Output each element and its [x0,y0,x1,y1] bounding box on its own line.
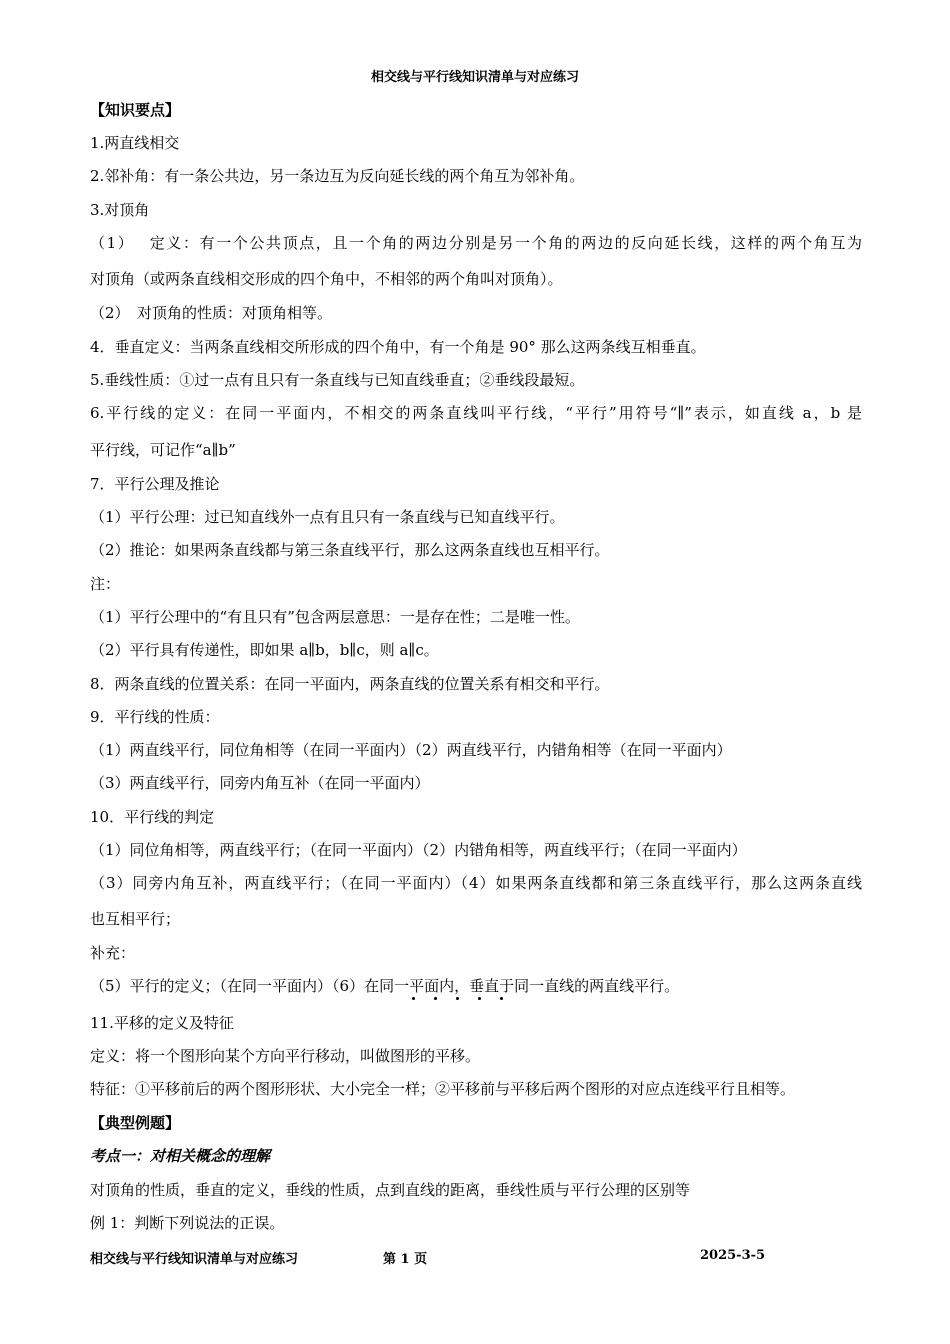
text-line: 8．两条直线的位置关系：在同一平面内，两条直线的位置关系有相交和平行。 [90,675,610,693]
text-line: 定义：将一个图形向某个方向平行移动，叫做图形的平移。 [90,1047,481,1065]
text-line: 3.对顶角 [90,201,150,219]
text-line: 11.平移的定义及特征 [90,1014,234,1032]
text-line: 补充： [90,944,136,962]
text-line-emphasis-dots [90,976,679,996]
footer-page-number: 第 1 页 [383,1252,428,1267]
text-line: 对顶角（或两条直线相交形成的四个角中，不相邻的两个角叫对顶角）。 [90,270,563,288]
text-line: （3）同旁内角互补，两直线平行；（在同一平面内）（4）如果两条直线都和第三条直线平行，那么这两条直线 [90,874,862,892]
emphasis-dot [478,997,481,1000]
text-line: （1）同位角相等，两直线平行；（在同一平面内）（2）内错角相等，两直线平行；（在同一平面内） [90,841,747,859]
topic-heading: 考点一：对相关概念的理解 [90,1147,271,1165]
text-line: （1）平行公理：过已知直线外一点有且只有一条直线与已知直线平行。 [90,508,565,526]
text-line: 7．平行公理及推论 [90,475,220,493]
footer-title: 相交线与平行线知识清单与对应练习 [90,1252,299,1267]
emphasis-dot [500,997,503,1000]
text-line: 也互相平行； [90,910,181,928]
text-line: 平行线，可记作“a∥b” [90,441,236,459]
text-line: 5.垂线性质：①过一点有且只有一条直线与已知直线垂直；②垂线段最短。 [90,371,585,389]
text-line: 对顶角的性质，垂直的定义，垂线的性质，点到直线的距离，垂线性质与平行公理的区别等 [90,1181,691,1199]
emphasis-dot [456,997,459,1000]
text-line: 9．平行线的性质： [90,708,220,726]
text-line: 1.两直线相交 [90,134,180,152]
text-line: （1）平行公理中的“有且只有”包含两层意思：一是存在性；二是唯一性。 [90,608,580,626]
text-line: （2） 对顶角的性质：对顶角相等。 [90,304,333,322]
emphasis-dot [434,997,437,1000]
footer-date: 2025-3-5 [700,1248,766,1263]
text-line: 6.平行线的定义：在同一平面内，不相交的两条直线叫平行线，“平行”用符号“∥”表示，如直线 a，b 是 [90,404,862,422]
text-line: 10．平行线的判定 [90,808,215,826]
text-line: （1） 定义：有一个公共顶点，且一个角的两边分别是另一个角的两边的反向延长线，这样的两个角互为 [90,234,862,252]
document-title: 相交线与平行线知识清单与对应练习 [370,70,579,85]
text-line: 4．垂直定义：当两条直线相交所形成的四个角中，有一个角是 90° 那么这两条线互相垂直。 [90,338,706,356]
text-line-content: （5）平行的定义；（在同一平面内）（6）在同一平面内，垂直于同一直线的两直线平行。 [90,977,680,995]
text-line: （2）平行具有传递性，即如果 a∥b，b∥c，则 a∥c。 [90,641,439,659]
text-line: 2.邻补角：有一条公共边，另一条边互为反向延长线的两个角互为邻补角。 [90,167,585,185]
text-line: 特征：①平移前后的两个图形形状、大小完全一样；②平移前与平移后两个图形的对应点连线平行且相等。 [90,1080,796,1098]
section-heading-examples: 【典型例题】 [90,1114,181,1132]
text-line: （2）推论：如果两条直线都与第三条直线平行，那么这两条直线也互相平行。 [90,541,610,559]
emphasis-dot [412,997,415,1000]
text-line: 注： [90,575,121,593]
text-line: （1）两直线平行，同位角相等（在同一平面内）（2）两直线平行，内错角相等（在同一平面内） [90,741,732,759]
section-heading-knowledge: 【知识要点】 [90,101,181,119]
text-line: 例 1：判断下列说法的正误。 [90,1214,285,1232]
text-line: （3）两直线平行，同旁内角互补（在同一平面内） [90,774,430,792]
